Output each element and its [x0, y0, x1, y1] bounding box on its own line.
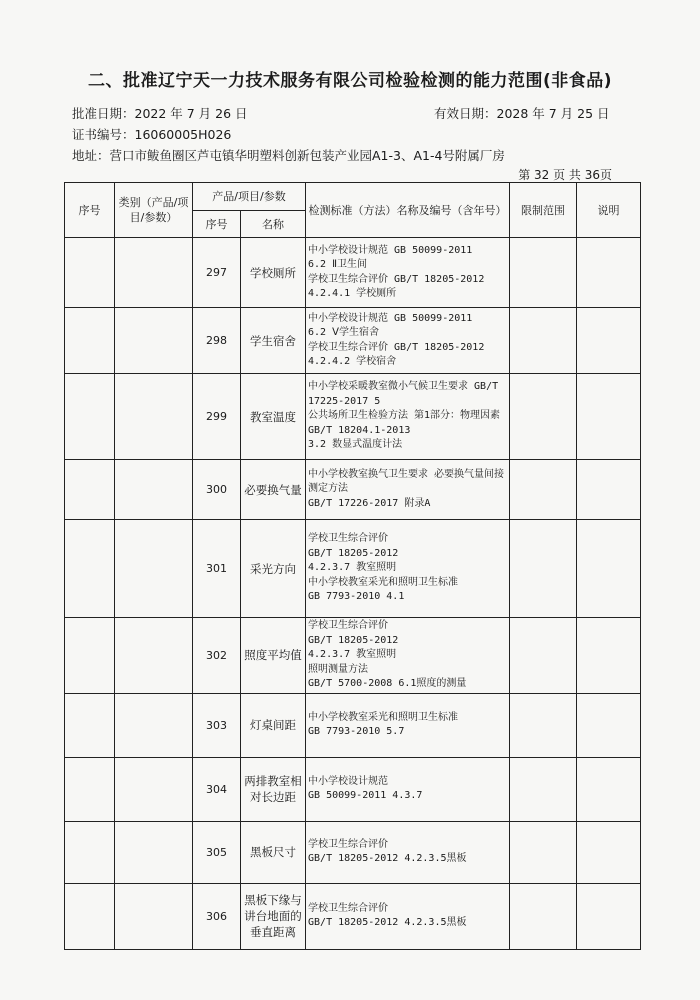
row-name: 黑板下缘与讲台地面的垂直距离: [241, 883, 306, 949]
row-category: [115, 618, 193, 694]
row-standard: 中小学校设计规范 GB 50099-2011 4.3.7: [306, 757, 510, 821]
row-limit: [510, 308, 577, 374]
row-number: 298: [193, 308, 241, 374]
row-category: [115, 821, 193, 883]
row-note: [577, 757, 641, 821]
row-note: [577, 308, 641, 374]
row-standard: 学校卫生综合评价 GB/T 18205-2012 4.2.3.7 教室照明 中小学校教室采光和照明卫生标准 GB 7793-2010 4.1: [306, 520, 510, 618]
row-category: [115, 520, 193, 618]
table-row: [65, 821, 641, 883]
row-category: [115, 883, 193, 949]
row-note: [577, 618, 641, 694]
row-limit: [510, 374, 577, 460]
row-note: [577, 374, 641, 460]
header-category: 类别（产品/项目/参数）: [115, 183, 193, 238]
table-row: [65, 883, 641, 949]
row-limit: [510, 757, 577, 821]
row-category: [115, 238, 193, 308]
row-seq: [65, 520, 115, 618]
row-standard: 学校卫生综合评价 GB/T 18205-2012 4.2.3.7 教室照明 照明测量方法 GB/T 5700-2008 6.1照度的测量: [306, 618, 510, 694]
row-name: 灯桌间距: [241, 693, 306, 757]
row-seq: [65, 374, 115, 460]
row-number: 304: [193, 757, 241, 821]
row-number: 303: [193, 693, 241, 757]
capability-table: [64, 182, 641, 950]
row-note: [577, 460, 641, 520]
row-standard: 学校卫生综合评价 GB/T 18205-2012 4.2.3.5黑板: [306, 883, 510, 949]
row-limit: [510, 883, 577, 949]
valid-date: 有效日期：2028 年 7 月 25 日: [434, 106, 610, 121]
row-number: 301: [193, 520, 241, 618]
row-number: 306: [193, 883, 241, 949]
row-seq: [65, 460, 115, 520]
row-name: 学校厕所: [241, 238, 306, 308]
header-product-group: 产品/项目/参数: [193, 183, 306, 211]
approval-date: 批准日期：2022 年 7 月 26 日: [72, 106, 248, 121]
row-number: 297: [193, 238, 241, 308]
address: 地址：营口市鲅鱼圈区芦屯镇华明塑料创新包装产业园A1-3、A1-4号附属厂房: [72, 148, 505, 163]
row-note: [577, 883, 641, 949]
row-name: 两排教室相对长边距: [241, 757, 306, 821]
row-standard: 中小学校设计规范 GB 50099-2011 6.2 Ⅱ卫生间 学校卫生综合评价 GB/T 18205-2012 4.2.4.1 学校厕所: [306, 238, 510, 308]
row-limit: [510, 821, 577, 883]
row-standard: 中小学校教室采光和照明卫生标准 GB 7793-2010 5.7: [306, 693, 510, 757]
row-standard: 中小学校设计规范 GB 50099-2011 6.2 Ⅴ学生宿舍 学校卫生综合评价 GB/T 18205-2012 4.2.4.2 学校宿舍: [306, 308, 510, 374]
row-category: [115, 757, 193, 821]
header-seq: 序号: [65, 183, 115, 238]
row-number: 302: [193, 618, 241, 694]
table-row: [65, 460, 641, 520]
row-standard: 学校卫生综合评价 GB/T 18205-2012 4.2.3.5黑板: [306, 821, 510, 883]
row-category: [115, 308, 193, 374]
row-name: 照度平均值: [241, 618, 306, 694]
row-name: 教室温度: [241, 374, 306, 460]
row-limit: [510, 460, 577, 520]
document-title: 二、批准辽宁天一力技术服务有限公司检验检测的能力范围(非食品): [87, 71, 613, 91]
row-seq: [65, 883, 115, 949]
row-standard: 中小学校教室换气卫生要求 必要换气量间接测定方法 GB/T 17226-2017 附录A: [306, 460, 510, 520]
row-limit: [510, 693, 577, 757]
row-category: [115, 460, 193, 520]
row-limit: [510, 618, 577, 694]
certificate-number: 证书编号：16060005H026: [72, 127, 232, 142]
row-note: [577, 693, 641, 757]
table-row: [65, 308, 641, 374]
row-seq: [65, 693, 115, 757]
row-number: 299: [193, 374, 241, 460]
header-note: 说明: [577, 183, 641, 238]
row-standard: 中小学校采暖教室微小气候卫生要求 GB/T 17225-2017 5 公共场所卫生检验方法 第1部分：物理因素 GB/T 18204.1-2013 3.2 数显式温度计法: [306, 374, 510, 460]
row-seq: [65, 618, 115, 694]
row-seq: [65, 238, 115, 308]
table-row: [65, 618, 641, 694]
row-seq: [65, 821, 115, 883]
row-seq: [65, 757, 115, 821]
table-row: [65, 757, 641, 821]
table-row: [65, 693, 641, 757]
row-note: [577, 520, 641, 618]
row-name: 黑板尺寸: [241, 821, 306, 883]
row-number: 305: [193, 821, 241, 883]
row-number: 300: [193, 460, 241, 520]
row-name: 必要换气量: [241, 460, 306, 520]
row-seq: [65, 308, 115, 374]
header-sub-seq: 序号: [193, 211, 241, 238]
table-row: [65, 520, 641, 618]
row-limit: [510, 238, 577, 308]
row-note: [577, 821, 641, 883]
table-row: [65, 374, 641, 460]
header-standard: 检测标准（方法）名称及编号（含年号）: [306, 183, 510, 238]
row-name: 学生宿舍: [241, 308, 306, 374]
table-row: [65, 238, 641, 308]
page-number: 第 32 页 共 36页: [518, 168, 612, 182]
row-limit: [510, 520, 577, 618]
row-note: [577, 238, 641, 308]
header-sub-name: 名称: [241, 211, 306, 238]
row-name: 采光方向: [241, 520, 306, 618]
row-category: [115, 693, 193, 757]
row-category: [115, 374, 193, 460]
header-limit: 限制范围: [510, 183, 577, 238]
